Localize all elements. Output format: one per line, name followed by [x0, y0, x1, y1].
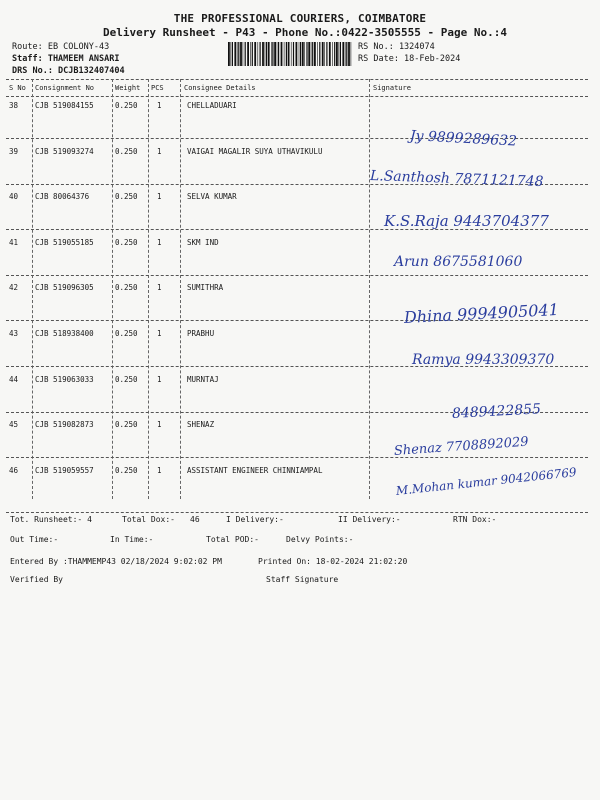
- row-consignee: SHENAZ: [187, 420, 215, 430]
- row-pcs: 1: [157, 146, 162, 156]
- row-pcs: 1: [157, 420, 162, 430]
- delvy-points: Delvy Points:-: [286, 535, 354, 544]
- barcode-bar: [272, 42, 273, 66]
- row-consignment-no: CJB 519084155: [35, 101, 94, 110]
- i-delivery: I Delivery:-: [226, 515, 284, 524]
- row-rule: [6, 275, 588, 276]
- barcode-bar: [247, 42, 249, 66]
- row-signature: Jy 9899289632: [409, 128, 518, 150]
- barcode-bar: [296, 42, 298, 66]
- barcode-bar: [314, 42, 316, 66]
- barcode-bar: [258, 42, 259, 66]
- rs-number: RS No.: 1324074: [358, 42, 435, 52]
- barcode-bar: [311, 42, 312, 66]
- barcode-bar: [271, 42, 272, 66]
- row-signature: L.Santhosh 7871121748: [369, 168, 544, 191]
- barcode-bar: [317, 42, 318, 66]
- row-sno: 43: [9, 329, 19, 338]
- barcode-bar: [346, 42, 347, 66]
- barcode-bar: [293, 42, 294, 66]
- row-weight: 0.250: [115, 420, 138, 430]
- row-weight: 0.250: [115, 101, 138, 110]
- barcode-bar: [304, 42, 305, 66]
- column-divider: [112, 79, 113, 499]
- barcode-bar: [250, 42, 251, 66]
- barcode-bar: [336, 42, 338, 66]
- barcode-bar: [274, 42, 276, 66]
- row-weight: 0.250: [115, 283, 138, 293]
- barcode-bar: [243, 42, 244, 66]
- barcode-bar: [232, 42, 233, 66]
- barcode-bar: [278, 42, 279, 66]
- rtn-dox: RTN Dox:-: [453, 515, 497, 524]
- col-header-pcs: PCS: [151, 84, 164, 92]
- barcode-bar: [306, 42, 307, 66]
- col-header-signature: Signature: [373, 84, 411, 92]
- barcode-bar: [351, 42, 352, 66]
- barcode-bar: [326, 42, 327, 66]
- barcode-bar: [332, 42, 333, 66]
- row-pcs: 1: [157, 374, 162, 384]
- barcode-bar: [348, 42, 350, 66]
- row-sno: 40: [9, 192, 19, 202]
- in-time: In Time:-: [110, 535, 154, 544]
- barcode-bar: [245, 42, 246, 66]
- row-rule: [6, 457, 588, 458]
- row-pcs: 1: [157, 329, 162, 338]
- col-header-sno: S No: [9, 84, 26, 92]
- row-signature: Ramya 9943309370: [412, 352, 555, 368]
- barcode-image: [228, 42, 354, 66]
- barcode-bar: [238, 42, 239, 66]
- row-sno: 46: [9, 465, 19, 475]
- barcode-bar: [322, 42, 324, 66]
- barcode-bar: [231, 42, 232, 66]
- column-divider: [148, 79, 149, 499]
- barcode-bar: [300, 42, 301, 66]
- staff-label: Staff: THAMEEM ANSARI: [12, 54, 120, 64]
- column-divider: [32, 79, 33, 499]
- column-divider: [180, 79, 181, 499]
- drs-number: DRS No.: DCJB132407404: [12, 66, 125, 76]
- total-dox-label: Total Dox:-: [122, 515, 175, 524]
- row-consignment-no: CJB 519096305: [35, 283, 94, 293]
- row-sno: 42: [9, 283, 19, 293]
- total-runsheet: Tot. Runsheet:- 4: [10, 515, 92, 524]
- table-header-rule: [6, 96, 588, 97]
- rs-date: RS Date: 18-Feb-2024: [358, 54, 461, 64]
- row-consignment-no: CJB 518938400: [35, 329, 94, 338]
- table-top-rule: [6, 79, 588, 80]
- row-signature: 8489422855: [451, 401, 542, 422]
- barcode-bar: [237, 42, 238, 66]
- row-pcs: 1: [157, 465, 162, 475]
- barcode-bar: [324, 42, 325, 66]
- barcode-bar: [234, 42, 236, 66]
- row-signature: M.Mohan kumar 9042066769: [395, 465, 578, 498]
- barcode-bar: [277, 42, 278, 66]
- row-consignment-no: CJB 519063033: [35, 374, 94, 384]
- company-title: THE PROFESSIONAL COURIERS, COIMBATORE: [173, 12, 427, 25]
- row-consignee: VAIGAI MAGALIR SUYA UTHAVIKULU: [187, 146, 323, 156]
- route-label: Route: EB COLONY-43: [12, 42, 110, 52]
- entered-by: Entered By :THAMMEMP43 02/18/2024 9:02:02 PM: [10, 557, 222, 566]
- barcode-bar: [308, 42, 310, 66]
- row-pcs: 1: [157, 101, 162, 110]
- row-sno: 39: [9, 146, 19, 156]
- row-consignee: ASSISTANT ENGINEER CHINNIAMPAL: [187, 465, 323, 475]
- barcode-bar: [302, 42, 304, 66]
- row-signature: Dhina 9994905041: [403, 299, 560, 327]
- row-weight: 0.250: [115, 465, 138, 475]
- ii-delivery: II Delivery:-: [338, 515, 401, 524]
- row-consignee: SKM IND: [187, 237, 219, 247]
- row-consignee: SUMITHRA: [187, 283, 224, 293]
- row-weight: 0.250: [115, 237, 138, 247]
- runsheet-subtitle: Delivery Runsheet - P43 - Phone No.:0422-3505555 - Page No.:4: [103, 26, 507, 39]
- staff-signature: Staff Signature: [266, 575, 339, 584]
- row-consignment-no: CJB 80064376: [35, 192, 90, 202]
- barcode-bar: [342, 42, 344, 66]
- barcode-bar: [284, 42, 285, 66]
- col-header-consignee: Consignee Details: [184, 84, 256, 92]
- barcode-bar: [329, 42, 331, 66]
- barcode-bar: [291, 42, 292, 66]
- printed-on: Printed On: 18-02-2024 21:02:20: [258, 557, 408, 566]
- row-consignment-no: CJB 519082873: [35, 420, 94, 430]
- row-sno: 38: [9, 101, 19, 110]
- barcode-bar: [319, 42, 320, 66]
- verified-by: Verified By: [10, 575, 63, 584]
- barcode-bar: [312, 42, 313, 66]
- total-dox-value: 46: [190, 515, 200, 524]
- barcode-bar: [254, 42, 256, 66]
- barcode-bar: [299, 42, 300, 66]
- row-consignment-no: CJB 519059557: [35, 465, 94, 475]
- row-consignee: CHELLADUARI: [187, 101, 237, 110]
- barcode-bar: [345, 42, 346, 66]
- barcode-bar: [228, 42, 230, 66]
- row-pcs: 1: [157, 237, 162, 247]
- row-pcs: 1: [157, 192, 162, 202]
- row-consignee: MURNTAJ: [187, 374, 219, 384]
- barcode-bar: [262, 42, 264, 66]
- row-weight: 0.250: [115, 329, 138, 338]
- row-sno: 44: [9, 374, 19, 384]
- row-weight: 0.250: [115, 374, 138, 384]
- col-header-consignment: Consignment No: [35, 84, 95, 92]
- barcode-bar: [266, 42, 267, 66]
- barcode-bar: [339, 42, 340, 66]
- row-weight: 0.250: [115, 192, 138, 202]
- row-signature: Arun 8675581060: [394, 254, 523, 270]
- barcode-bar: [286, 42, 287, 66]
- row-signature: K.S.Raja 9443704377: [384, 212, 549, 230]
- row-consignee: PRABHU: [187, 329, 215, 338]
- barcode-bar: [265, 42, 266, 66]
- total-pod: Total POD:-: [206, 535, 259, 544]
- barcode-bar: [281, 42, 283, 66]
- row-sno: 41: [9, 237, 19, 247]
- row-consignment-no: CJB 519055185: [35, 237, 94, 247]
- out-time: Out Time:-: [10, 535, 59, 544]
- barcode-bar: [240, 42, 242, 66]
- col-header-weight: Weight: [115, 84, 141, 92]
- row-consignee: SELVA KUMAR: [187, 192, 237, 202]
- barcode-bar: [252, 42, 253, 66]
- row-weight: 0.250: [115, 146, 138, 156]
- column-divider: [369, 79, 370, 499]
- barcode-bar: [334, 42, 335, 66]
- barcode-bar: [340, 42, 341, 66]
- row-consignment-no: CJB 519093274: [35, 146, 94, 156]
- barcode-bar: [268, 42, 270, 66]
- row-pcs: 1: [157, 283, 162, 293]
- row-signature: Shenaz 7708892029: [393, 434, 529, 459]
- table-bottom-rule: [6, 512, 588, 513]
- row-sno: 45: [9, 420, 19, 430]
- barcode-bar: [260, 42, 261, 66]
- barcode-bar: [288, 42, 290, 66]
